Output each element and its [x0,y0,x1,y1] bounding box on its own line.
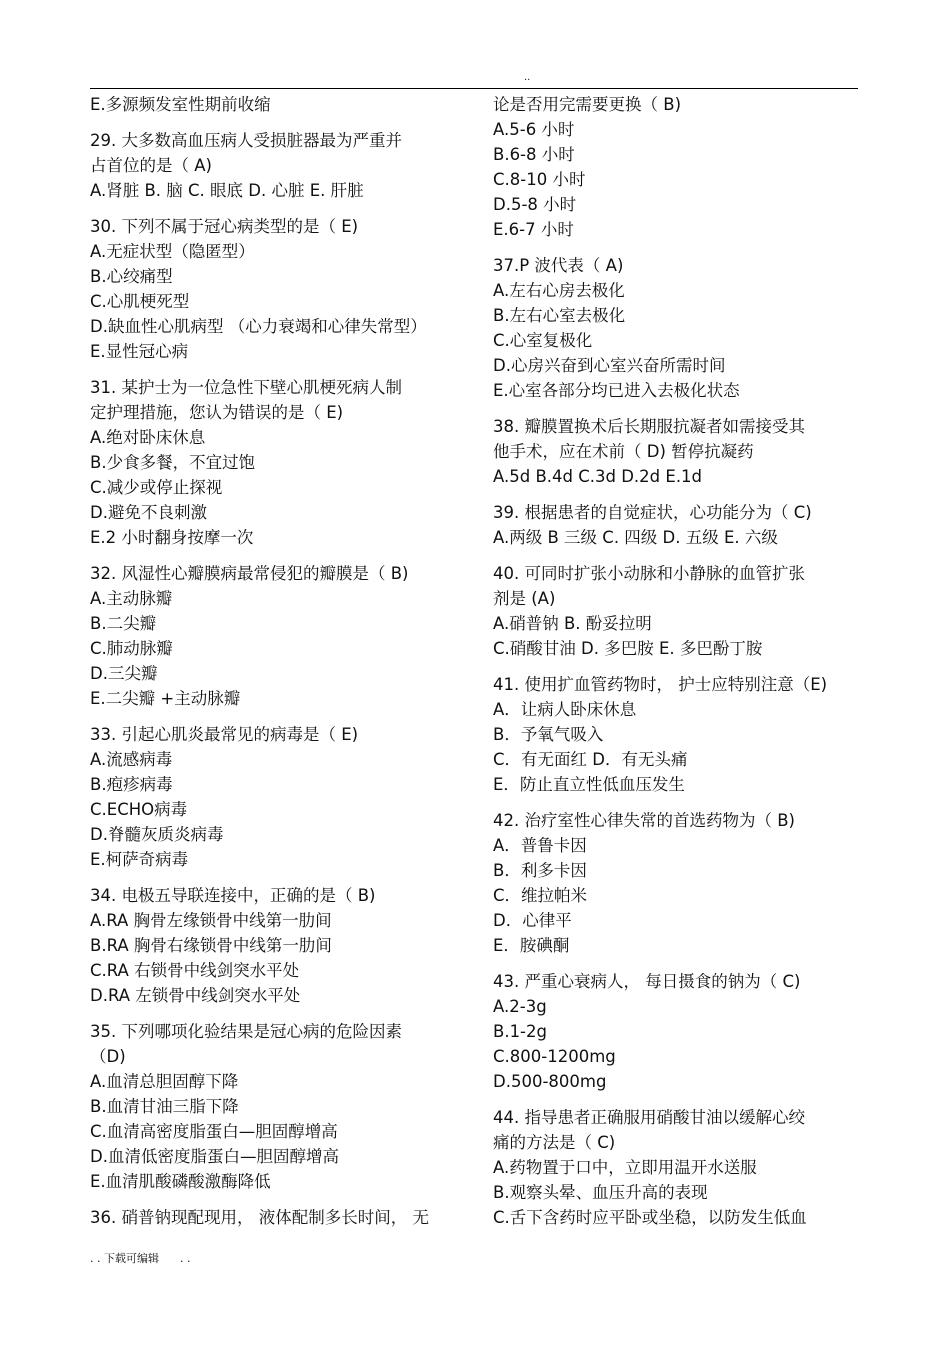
question-line: 42. 治疗室性心律失常的首选药物为（ B) [493,811,795,830]
question-block [493,1105,863,1230]
text-line: E．防止直立性低血压发生 [493,775,685,794]
text-line: B．予氧气吸入 [493,725,604,744]
text-line: D.血清低密度脂蛋白—胆固醇增高 [90,1147,339,1166]
text-line: B.血清甘油三脂下降 [90,1097,239,1116]
text-line: A.肾脏 B. 脑 C. 眼底 D. 心脏 E. 肝脏 [90,181,364,200]
question-line: 40. 可同时扩张小动脉和小静脉的血管扩张 [493,564,805,583]
question-line: 39. 根据患者的自觉症状，心功能分为（ C) [493,503,812,522]
left-column [90,92,462,1241]
text-line: 他手术，应在术前（ D) 暂停抗凝药 [493,442,754,461]
text-line: C.血清高密度脂蛋白—胆固醇增高 [90,1122,338,1141]
text-line: B.心绞痛型 [90,267,173,286]
question-block [493,808,863,958]
question-line: 37.P 波代表（ A) [493,256,624,275]
question-block [90,1205,462,1230]
text-line: 占首位的是（ A) [90,156,212,175]
text-line: E．胺碘酮 [493,936,570,955]
question-block [90,561,462,711]
question-block [90,883,462,1008]
question-block [493,969,863,1094]
text-line: D.三尖瓣 [90,664,158,683]
page-header [0,72,950,92]
question-line: 33. 引起心肌炎最常见的病毒是（ E) [90,725,359,744]
text-line: A．普鲁卡因 [493,836,587,855]
text-line: A.5-6 小时 [493,120,575,139]
question-line: 31. 某护士为一位急性下壁心肌梗死病人制 [90,378,402,397]
text-line: C.减少或停止探视 [90,478,223,497]
header-rule [90,88,858,89]
text-line: A．让病人卧床休息 [493,700,637,719]
question-block [493,561,863,661]
text-line: B.二尖瓣 [90,614,157,633]
text-line: 痛的方法是（ C) [493,1133,616,1152]
text-line: C.800-1200mg [493,1047,616,1066]
question-block [90,722,462,872]
text-line: A.流感病毒 [90,750,173,769]
text-line: B.RA 胸骨右缘锁骨中线第一肋间 [90,936,332,955]
text-line: B.左右心室去极化 [493,306,626,325]
header-marker: .. [524,72,531,83]
text-line: A.两级 B 三级 C. 四级 D. 五级 E. 六级 [493,528,778,547]
text-line: D.500-800mg [493,1072,607,1091]
text-line: D.缺血性心肌病型 （心力衰竭和心律失常型） [90,317,427,336]
text-line: A.5d B.4d C.3d D.2d E.1d [493,467,703,486]
text-line: E.2 小时翻身按摩一次 [90,528,254,547]
question-line: 43. 严重心衰病人， 每日摄食的钠为（ C) [493,972,801,991]
text-line: C.肺动脉瓣 [90,639,173,658]
text-line: E.二尖瓣 +主动脉瓣 [90,689,241,708]
text-line: C．有无面红 D．有无头痛 [493,750,688,769]
text-line: A.血清总胆固醇下降 [90,1072,239,1091]
text-line: D.RA 左锁骨中线剑突水平处 [90,986,301,1005]
text-line: C.硝酸甘油 D. 多巴胺 E. 多巴酚丁胺 [493,639,763,658]
question-block [493,500,863,550]
text-line: E.显性冠心病 [90,342,189,361]
text-line: D．心律平 [493,911,572,930]
text-line: E.6-7 小时 [493,220,574,239]
text-line: C．维拉帕米 [493,886,588,905]
text-line: A.绝对卧床休息 [90,428,206,447]
text-line: A.2-3g [493,997,547,1016]
text-line: C.ECHO病毒 [90,800,188,819]
text-line: C.8-10 小时 [493,170,586,189]
question-line: 论是否用完需要更换（ B) [493,95,682,114]
text-line: D.脊髓灰质炎病毒 [90,825,224,844]
question-line: 34. 电极五导联连接中，正确的是（ B) [90,886,376,905]
text-line: A.硝普钠 B. 酚妥拉明 [493,614,652,633]
text-line: （D) [90,1047,126,1066]
question-line: 30. 下列不属于冠心病类型的是（ E) [90,217,359,236]
question-block [493,414,863,489]
text-line: B.少食多餐，不宜过饱 [90,453,256,472]
text-line: C.心肌梗死型 [90,292,190,311]
question-block [493,253,863,403]
question-line: 41. 使用扩血管药物时， 护士应特别注意（E) [493,675,828,694]
text-line: B.1-2g [493,1022,547,1041]
question-line: 38. 瓣膜置换术后长期服抗凝者如需接受其 [493,417,805,436]
text-line: A.无症状型（隐匿型） [90,242,255,261]
text-line: D.避免不良刺激 [90,503,207,522]
text-line: A.药物置于口中，立即用温开水送服 [493,1158,757,1177]
question-block [90,375,462,550]
text-line: D.心房兴奋到心室兴奋所需时间 [493,356,726,375]
text-line: D.5-8 小时 [493,195,577,214]
text-line: A.主动脉瓣 [90,589,173,608]
question-block [90,92,462,117]
text-line: E.柯萨奇病毒 [90,850,189,869]
text-line: C.心室复极化 [493,331,593,350]
text-line: B.6-8 小时 [493,145,575,164]
question-line: 44. 指导患者正确服用硝酸甘油以缓解心绞 [493,1108,805,1127]
question-line: 29. 大多数高血压病人受损脏器最为严重并 [90,131,402,150]
text-line: C.RA 右锁骨中线剑突水平处 [90,961,300,980]
text-line: 剂是 (A) [493,589,556,608]
text-line: A.RA 胸骨左缘锁骨中线第一肋间 [90,911,332,930]
question-line: E.多源频发室性期前收缩 [90,95,271,114]
question-block [90,214,462,364]
text-line: B.观察头晕、血压升高的表现 [493,1183,708,1202]
question-line: 35. 下列哪项化验结果是冠心病的危险因素 [90,1022,402,1041]
question-block [493,672,863,797]
question-block [90,128,462,203]
page-footer: . . 下载可编辑 . . [90,1252,191,1265]
question-line: 32. 风湿性心瓣膜病最常侵犯的瓣膜是（ B) [90,564,409,583]
text-line: C.舌下含药时应平卧或坐稳，以防发生低血 [493,1208,807,1227]
text-line: B.疱疹病毒 [90,775,173,794]
text-line: E.心室各部分均已进入去极化状态 [493,381,740,400]
text-line: A.左右心房去极化 [493,281,625,300]
question-block [493,92,863,242]
text-line: E.血清肌酸磷酸激酶降低 [90,1172,271,1191]
right-column [493,92,863,1241]
question-block [90,1019,462,1194]
text-line: B．利多卡因 [493,861,587,880]
question-line: 36. 硝普钠现配现用， 液体配制多长时间， 无 [90,1208,429,1227]
text-line: 定护理措施，您认为错误的是（ E) [90,403,344,422]
